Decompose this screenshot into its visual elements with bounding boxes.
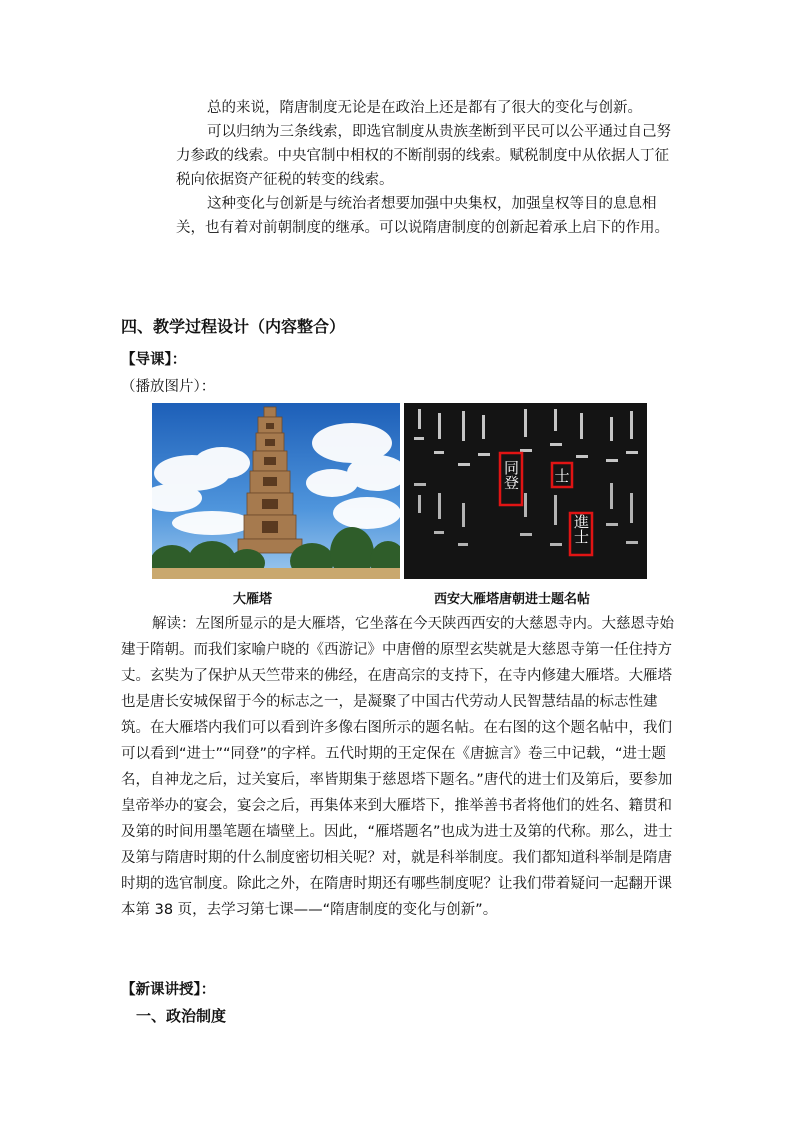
intro-label: 【导课】： — [121, 352, 187, 368]
political-system-heading: 一、政治制度 — [136, 1007, 227, 1025]
summary-paragraph-3: 这种变化与创新是与统治者想要加强中央集权，加强皇权等目的息息相关，也有着对前朝制度的继承。可以说隋唐制度的创新起着承上启下的作用。 — [176, 196, 669, 236]
highlight-text-1: 同登 — [502, 460, 520, 490]
left-image-caption: 大雁塔 — [233, 592, 273, 607]
summary-paragraph-1: 总的来说，隋唐制度无论是在政治上还是都有了很大的变化与创新。 — [207, 100, 642, 116]
summary-paragraph-2: 可以归纳为三条线索，即选官制度从贵族垄断到平民可以公平通过自己努力参政的线索。中央官制中相权的不断削弱的线索。赋税制度中从依据人丁征税向依据资产征税的转变的线索。 — [176, 124, 671, 188]
summary-block — [176, 96, 676, 240]
show-images-label: （播放图片）： — [121, 379, 216, 395]
pagoda-image — [152, 403, 400, 579]
right-image-caption: 西安大雁塔唐朝进士题名帖 — [434, 592, 591, 607]
highlight-text-2: 士 — [554, 467, 570, 485]
new-lesson-label: 【新课讲授】： — [121, 982, 216, 998]
explanation-block — [121, 611, 676, 923]
pagoda-illustration — [152, 403, 400, 579]
highlight-text-3: 進士 — [572, 514, 590, 544]
explanation-paragraph: 解读：左图所显示的是大雁塔，它坐落在今天陕西西安的大慈恩寺内。大慈恩寺始建于隋朝。而我们家喻户晓的《西游记》中唐僧的原型玄奘就是大慈恩寺第一任住持方丈。玄奘为了保护从天竺带来的佛经，在唐高宗的支持下，在寺内修建大雁塔。大雁塔也是唐长安城保留于今的标志之一，是凝聚了中国古代劳动人民智慧结晶的标志性建筑。在大雁塔内我们可以看到许多像右图所示的题名帖。在右图的这个题名帖中，我们可以看到“进士”“同登”的字样。五代时期的王定保在《唐摭言》卷三中记载，“进士题名，自神龙之后，过关宴后，率皆期集于慈恩塔下题名。”唐代的进士们及第后，要参加皇帝举办的宴会，宴会之后，再集体来到大雁塔下，推举善书者将他们的姓名、籍贯和及第的时间用墨笔题在墙壁上。因此，“雁塔题名”也成为进士及第的代称。那么，进士及第与隋唐时期的什么制度密切相关呢？对，就是科举制度。我们都知道科举制是隋唐时期的选官制度。除此之外，在隋唐时期还有哪些制度呢？让我们带着疑问一起翻开课本第 38 页，去学习第七课——“隋唐制度的变化与创新”。 — [121, 616, 674, 918]
section-heading: 四、教学过程设计（内容整合） — [121, 317, 346, 336]
inscription-image — [404, 403, 647, 579]
inscription-illustration — [404, 403, 647, 579]
